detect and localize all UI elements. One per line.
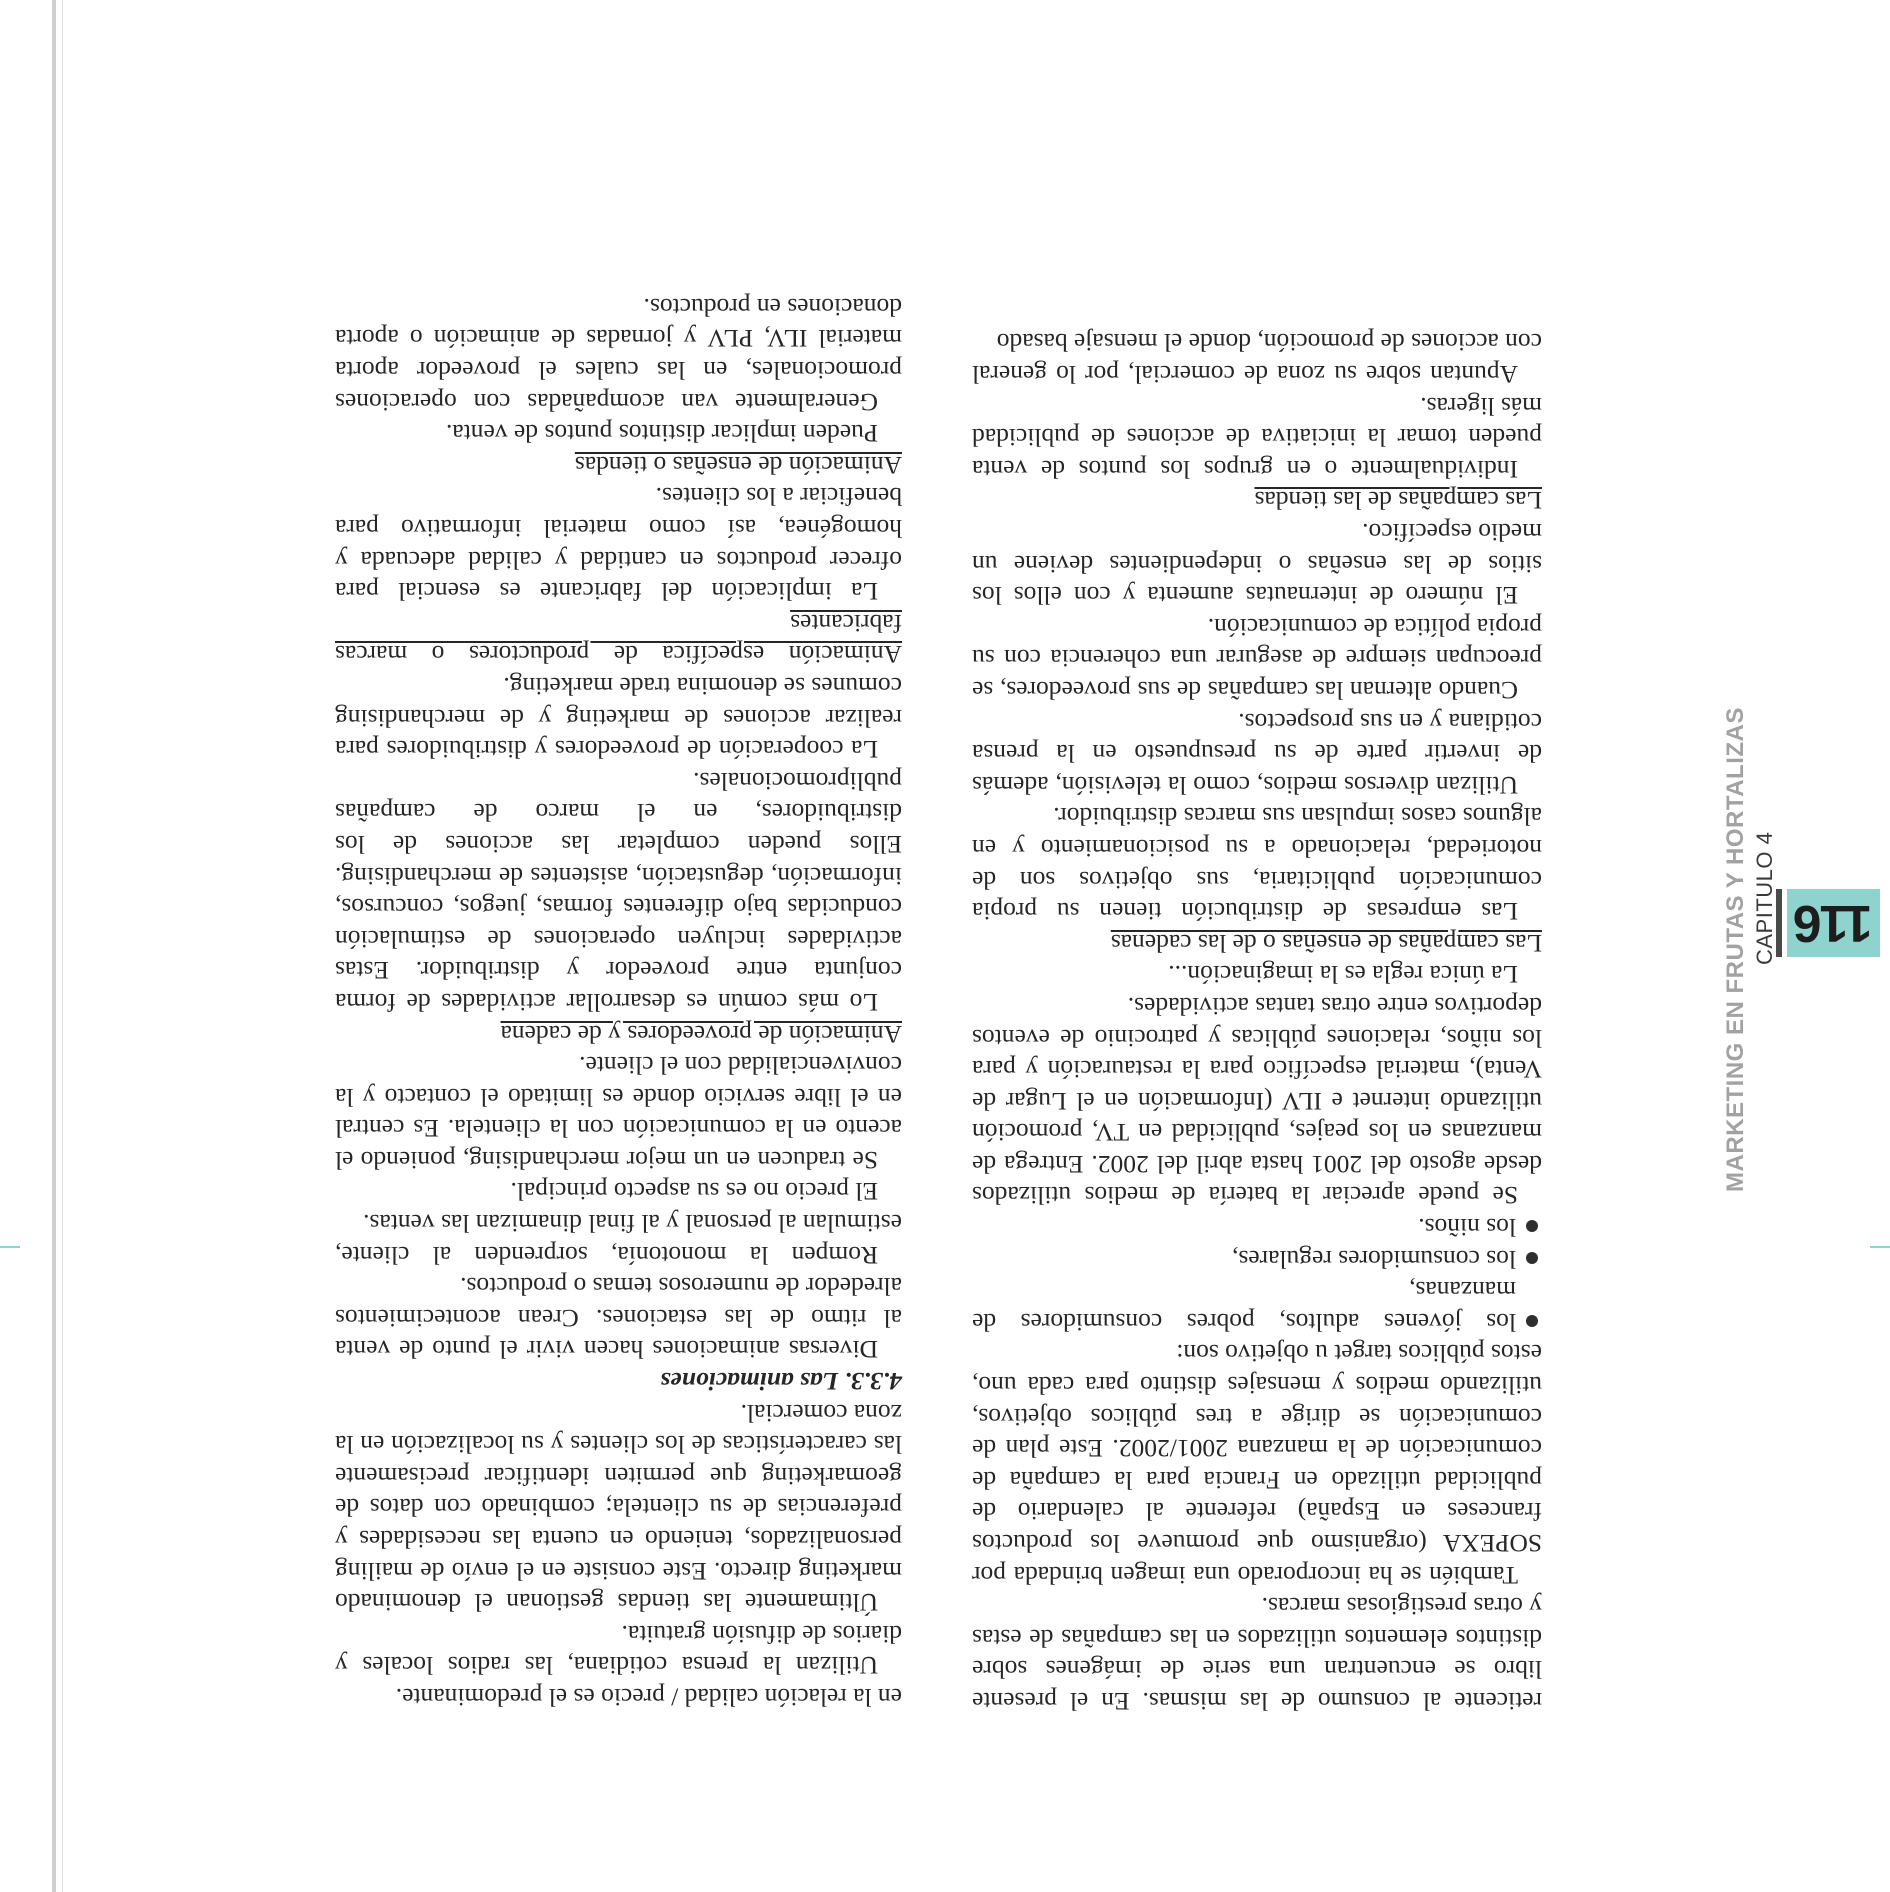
subheading: Animación específica de productores o marcas fabricantes — [335, 608, 902, 670]
paragraph: Apuntan sobre su zona de comercial, por lo general con acciones de promoción, donde el mensaje basado — [972, 328, 1542, 390]
paragraph: La implicación del fabricante es esencial para ofrecer productos en cantidad y calidad adecuada y homogénea, así como material informativo para beneficiar a los clientes. — [335, 482, 902, 607]
text-column-right — [335, 291, 902, 1713]
crop-mark — [0, 1246, 20, 1248]
bullet-item — [972, 1243, 1542, 1275]
paragraph: El número de internautas aumenta y con ellos los sitios de las enseñas o independientes deviene un medio específico. — [972, 518, 1542, 611]
section-heading: 4.3.3. Las animaciones — [660, 1367, 902, 1397]
paragraph: Individualmente o en grupos los puntos de venta pueden tomar la iniciativa de acciones de publicidad más ligeras. — [972, 391, 1542, 484]
bullet-text: los consumidores regulares, — [1232, 1244, 1516, 1274]
paragraph: en la relación calidad / precio es el predominante. — [395, 1683, 902, 1712]
bullet-text: los jóvenes adultos, pobres consumidores de manzanas, — [972, 1276, 1516, 1337]
subheading: Animación de proveedores y de cadena — [500, 1019, 902, 1049]
page-number: 116 — [1787, 889, 1880, 957]
bullet-icon — [1526, 1315, 1538, 1327]
paragraph: Las empresas de distribución tienen su propia comunicación publicitaria, sus objetivos son de notoriedad, relacionado a su posicionamiento y en algunos casos impulsan sus marcas distribuidor. — [972, 802, 1542, 927]
paragraph: Utilizan diversos medios, como la televisión, además de invertir parte de su presupuesto en la prensa cotidiana y en sus prospectos. — [972, 707, 1542, 800]
book-title: MARKETING EN FRUTAS Y HORTALIZAS — [1722, 707, 1749, 1192]
bullet-item — [972, 1275, 1542, 1338]
paragraph: Últimamente las tiendas gestionan el denominado marketing directo. Este consiste en el envío de mailing personalizados, teniendo en cuenta las necesidades y preferencias de su clientela; combinado con datos de geomarketing que permiten identificar precisamente las características de los clientes y su localización en la zona comercial. — [335, 1398, 902, 1618]
paragraph: La única regla es la imaginación... — [1168, 960, 1518, 990]
paragraph: Utilizan la prensa cotidiana, las radios locales y diarios de difusión gratuita. — [335, 1619, 902, 1681]
chapter-sidebar — [1722, 652, 1890, 1192]
paragraph: Cuando alternan las campañas de sus proveedores, se preocupan siempre de asegurar una coherencia con su propia política de comunicación. — [972, 612, 1542, 705]
bullet-item — [972, 1212, 1542, 1244]
paragraph: También se ha incorporado una imagen brindada por SOPEXA (organismo que promueve los productos franceses en España) referente al calendario de publicidad utilizado en Francia para la campaña de comunicación de la manzana 2001/2002. Este plan de comunicación se dirige a tres públicos objetivos, utilizando medios y mensajes distinto para cada uno, estos públicos target u objetivo son: — [972, 1339, 1542, 1590]
bullet-icon — [1526, 1220, 1538, 1232]
bullet-icon — [1526, 1252, 1538, 1264]
paragraph: reticente al consumo de las mismas. En el presente libro se encuentran una serie de imágenes sobre distintos elementos utilizados en las campañas de estas y otras prestigiosas marcas. — [972, 1592, 1542, 1716]
page-binding-edge — [52, 0, 56, 1892]
bullet-text: los niños. — [1418, 1213, 1516, 1243]
subheading: Las campañas de las tiendas — [1254, 486, 1542, 516]
paragraph: Rompen la monotonía, sorprenden al cliente, estimulan al personal y al final dinamizan las ventas. — [335, 1209, 902, 1270]
paragraph: Lo más común es desarrollar actividades de forma conjunta entre proveedor y distribuidor. Estas actividades incluyen operaciones de estimulación conducidas bajo diferentes formas, juegos, concursos, información, degustación, asistentes de merchandising. Ellos pueden completar las acciones de los distribuidores, en el marco de campañas publipromocionales. — [335, 766, 902, 1017]
paragraph: Pueden implicar distintos puntos de venta. — [445, 419, 878, 449]
subheading: Animación de enseñas o tiendas — [574, 450, 902, 480]
subheading: Las campañas de enseñas o de las cadenas — [1110, 928, 1542, 958]
text-column-left — [972, 327, 1542, 1717]
chapter-label: CAPITULO 4 — [1752, 831, 1777, 965]
page-binding-edge-inner — [62, 0, 63, 1892]
paragraph: Se puede apreciar la batería de medios utilizados desde agosto del 2001 hasta abril del 2002. Entrega de manzanas en los peajes, publicidad en TV, promoción utilizando internet e ILV (Información en el Lugar de Venta), material específico para la restauración y para los niños, relaciones públicas y patrocinio de eventos deportivos entre otras tantas actividades. — [972, 991, 1542, 1211]
paragraph: Se traducen en un mejor merchandising, poniendo el acento en la comunicación con la clientela. Es central en el libre servicio donde es limitado el contacto y la convivencialidad con el cliente. — [335, 1051, 902, 1175]
paragraph: El precio no es su aspecto principal. — [510, 1177, 878, 1207]
paragraph: La cooperación de proveedores y distribuidores para realizar acciones de marketing y de merchandising comunes se denomina trade marketing. — [335, 672, 902, 765]
paragraph: Generalmente van acompañadas con operaciones promocionales, en las cuales el proveedor aporta material ILV, PLV y jornadas de animación o aporta donaciones en productos. — [335, 292, 902, 417]
paragraph: Diversas animaciones hacen vivir el punto de venta al ritmo de las estaciones. Crean acontecimientos alrededor de numerosos temas o productos. — [335, 1272, 902, 1365]
crop-mark — [1870, 1246, 1890, 1248]
